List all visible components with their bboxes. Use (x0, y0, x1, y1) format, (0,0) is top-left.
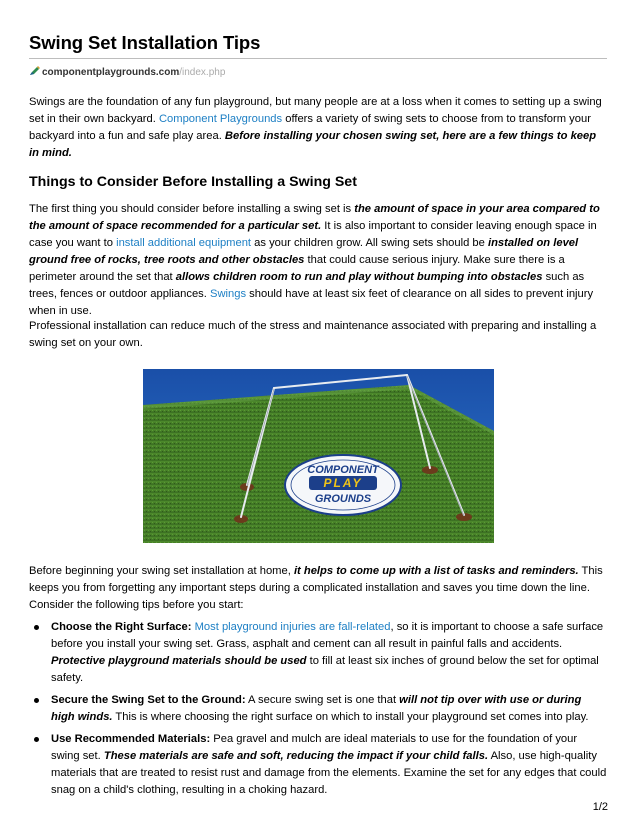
install-additional-equipment-link[interactable]: install additional equipment (116, 237, 252, 249)
source-line (29, 58, 607, 79)
component-playgrounds-link[interactable]: Component Playgrounds (158, 113, 283, 125)
pen-icon (29, 65, 40, 76)
section-heading: Things to Consider Before Installing a Swing Set (29, 174, 357, 190)
source-path[interactable]: /index.php (179, 67, 226, 78)
source-domain[interactable]: componentplaygrounds.com (42, 67, 180, 78)
list-item: Choose the Right Surface: Most playground injuries are fall-related, so it is important to choose a safe surface before you install your swing set. Grass, asphalt and cement can all result in painful falls and accidents. Protective playground materials should be used to fill at least six inches of ground below the set for optimal safety. (29, 619, 607, 687)
list-item: Secure the Swing Set to the Ground: A secure swing set is one that will not tip over with use or during high winds. This is where choosing the right surface on which to install your playground set comes into play. (29, 692, 607, 726)
list-item: Use Recommended Materials: Pea gravel and mulch are ideal materials to use for the foundation of your swing set. These materials are safe and soft, reducing the impact if your child falls. Also, use high-quality materials that are treated to resist rust and damage from the elements. Examine the set for any edges that could snag on a child's clothing, resulting in a choking hazard. (29, 731, 607, 799)
swing-set-image (143, 369, 494, 543)
logo-text-bottom: GROUNDS (314, 493, 372, 505)
professional-installation-paragraph: Professional installation can reduce much of the stress and maintenance associated with preparing and installing a swing set on your own. (29, 320, 597, 349)
planning-paragraph: Before beginning your swing set installation at home, it helps to come up with a list of tasks and reminders. This keeps you from forgetting any important steps during a complicated installation and saves you time down the line. Consider the following tips before you start: (29, 565, 603, 611)
fall-related-link[interactable]: Most playground injuries are fall-related (194, 621, 391, 633)
swings-link[interactable]: Swings (209, 288, 247, 300)
page-number: 1/2 (592, 801, 608, 813)
logo-text-top: COMPONENT (307, 464, 379, 476)
space-paragraph: The first thing you should consider before installing a swing set is the amount of space in your area compared to the amount of space recommended for a particular set. It is also important to consider leaving enough space in case you want to install additional equipment as your children grow. All swing sets should be installed on level ground free of rocks, tree roots and other obstacles that could cause serious injury. Make sure there is a perimeter around the set that allows children room to run and play without bumping into obstacles such as trees, fences or outdoor appliances. Swings should have at least six feet of clearance on all sides to prevent injury when in use. (29, 203, 600, 317)
tips-list (29, 619, 607, 804)
page-title: Swing Set Installation Tips (29, 32, 261, 53)
logo-text-mid: PLAY (323, 476, 363, 490)
intro-paragraph: Swings are the foundation of any fun playground, but many people are at a loss when it comes to setting up a swing set in their own backyard. Component Playgrounds offers a variety of swing sets to choose from to transform your backyard into a fun and safe play area. Before installing your chosen swing set, here are a few things to keep in mind. (29, 96, 602, 159)
